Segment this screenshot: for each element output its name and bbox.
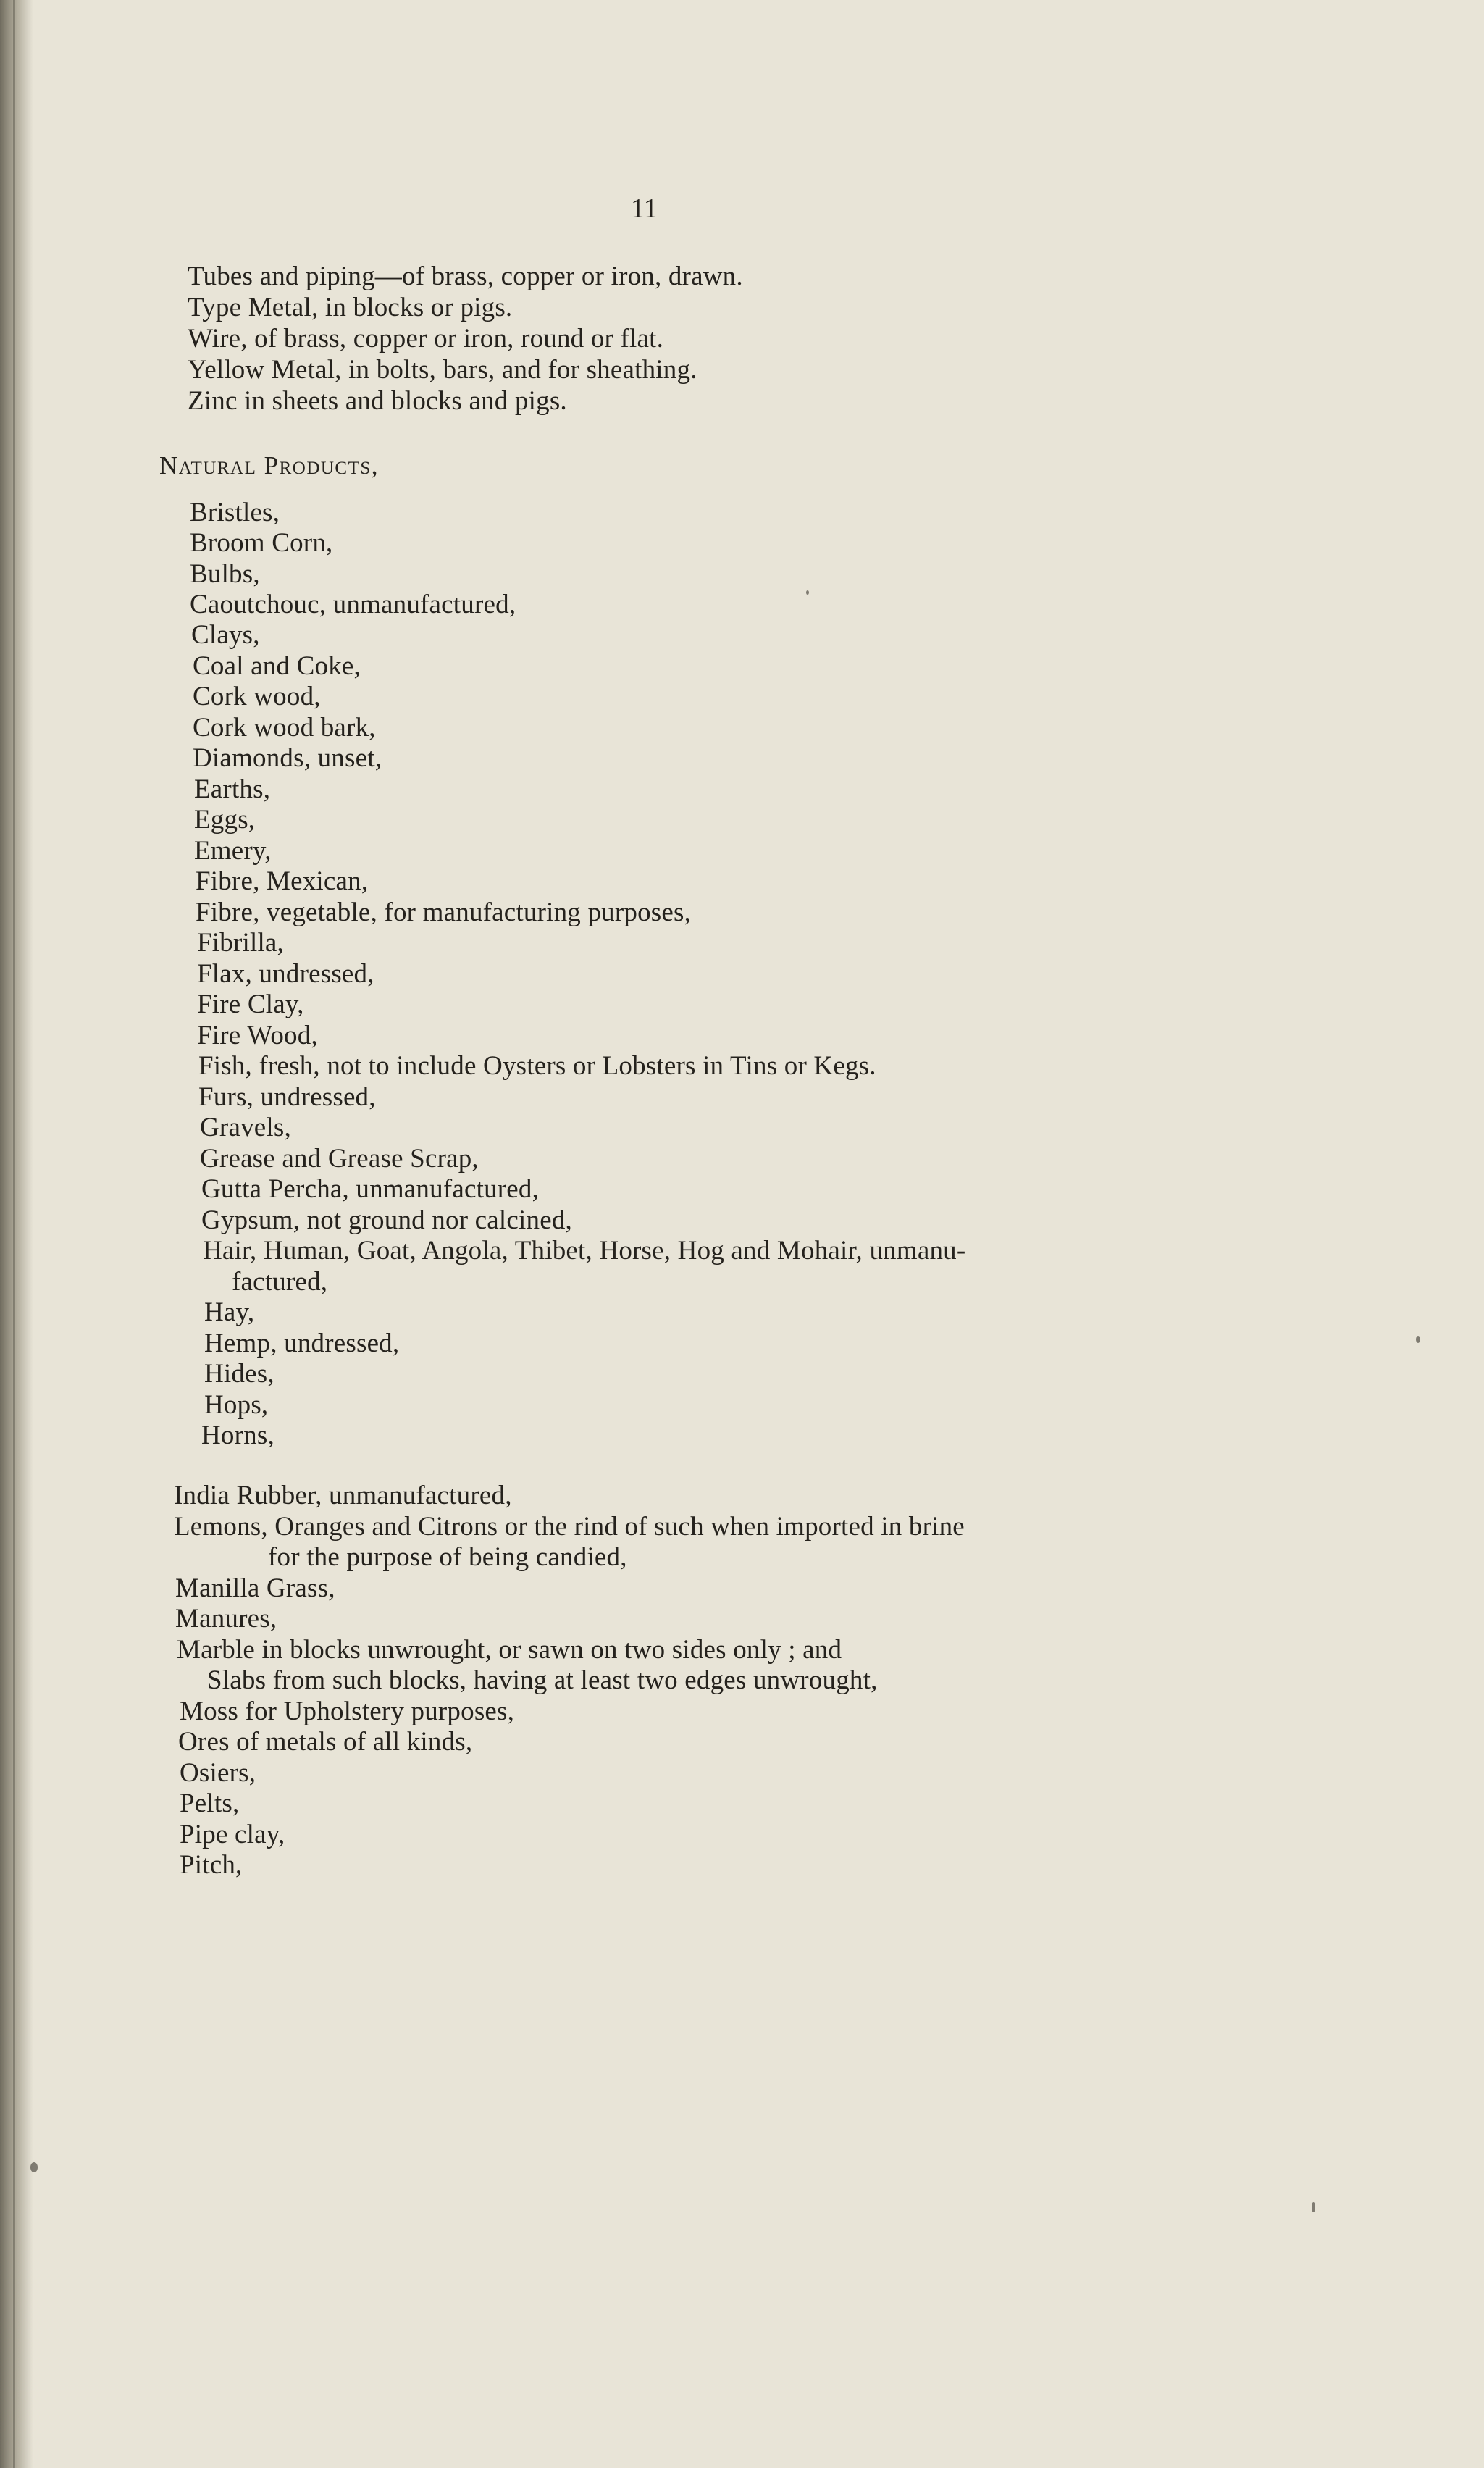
- paper-speck: [1416, 1336, 1420, 1343]
- list-item: Osiers,: [180, 1758, 256, 1788]
- list-item: Diamonds, unset,: [193, 743, 382, 773]
- list-item: Fibre, Mexican,: [196, 866, 369, 896]
- list-item: Fibrilla,: [197, 928, 284, 958]
- list-item: Hops,: [204, 1390, 269, 1420]
- list-item-continuation: Slabs from such blocks, having at least two edges unwrought,: [207, 1665, 878, 1695]
- list-item: Coal and Coke,: [193, 651, 361, 681]
- list-item: Manilla Grass,: [175, 1573, 335, 1603]
- list-item: Bristles,: [190, 498, 280, 527]
- list-item: Pelts,: [180, 1789, 240, 1818]
- list-item: Pipe clay,: [180, 1820, 285, 1849]
- page-number: 11: [631, 193, 658, 224]
- list-item: Ores of metals of all kinds,: [178, 1727, 473, 1757]
- book-binding-edge: [0, 0, 33, 2468]
- paper-speck: [806, 590, 809, 595]
- list-item: Earths,: [194, 774, 271, 804]
- binding-fold-line: [13, 0, 15, 2468]
- list-item: Hemp, undressed,: [204, 1329, 400, 1358]
- list-item: Bulbs,: [190, 559, 260, 589]
- list-item: Fire Clay,: [197, 990, 304, 1019]
- list-item: Furs, undressed,: [198, 1082, 376, 1112]
- list-item: Cork wood bark,: [193, 713, 376, 743]
- list-item: Marble in blocks unwrought, or sawn on two sides only ; and: [177, 1635, 842, 1665]
- list-item: Fibre, vegetable, for manufacturing purposes,: [196, 898, 692, 927]
- list-item: Eggs,: [194, 805, 256, 834]
- list-item-continuation: for the purpose of being candied,: [268, 1542, 627, 1572]
- list-item: Grease and Grease Scrap,: [200, 1144, 479, 1174]
- list-item: Gravels,: [200, 1113, 291, 1142]
- text-line: Zinc in sheets and blocks and pigs.: [188, 386, 567, 416]
- list-item: Gypsum, not ground nor calcined,: [201, 1205, 572, 1235]
- list-item: Horns,: [201, 1421, 274, 1450]
- list-item: Clays,: [191, 620, 260, 650]
- list-item: Hay,: [204, 1297, 255, 1327]
- list-item: India Rubber, unmanufactured,: [174, 1481, 512, 1510]
- list-item: Gutta Percha, unmanufactured,: [201, 1174, 540, 1204]
- list-item: Flax, undressed,: [197, 959, 374, 989]
- list-item: Pitch,: [180, 1850, 243, 1880]
- list-item-continuation: factured,: [232, 1267, 328, 1297]
- list-item: Caoutchouc, unmanufactured,: [190, 590, 516, 619]
- list-item: Fish, fresh, not to include Oysters or Lobsters in Tins or Kegs.: [198, 1051, 876, 1081]
- list-item: Hair, Human, Goat, Angola, Thibet, Horse, Hog and Mohair, unmanu-: [203, 1236, 966, 1266]
- section-heading: Natural Products,: [159, 451, 380, 480]
- list-item: Manures,: [175, 1604, 277, 1634]
- list-item: Moss for Upholstery purposes,: [180, 1697, 515, 1726]
- list-item: Hides,: [204, 1359, 274, 1389]
- paper-speck: [30, 2162, 38, 2172]
- list-item: Cork wood,: [193, 682, 321, 711]
- text-line: Wire, of brass, copper or iron, round or flat.: [188, 324, 664, 354]
- list-item: Emery,: [194, 836, 272, 866]
- paper-speck: [1312, 2202, 1315, 2212]
- text-line: Yellow Metal, in bolts, bars, and for sheathing.: [188, 355, 697, 385]
- list-item: Lemons, Oranges and Citrons or the rind of such when imported in brine: [174, 1512, 965, 1542]
- list-item: Fire Wood,: [197, 1021, 318, 1050]
- text-line: Tubes and piping—of brass, copper or iron, drawn.: [188, 262, 743, 291]
- text-line: Type Metal, in blocks or pigs.: [188, 293, 513, 322]
- list-item: Broom Corn,: [190, 528, 333, 558]
